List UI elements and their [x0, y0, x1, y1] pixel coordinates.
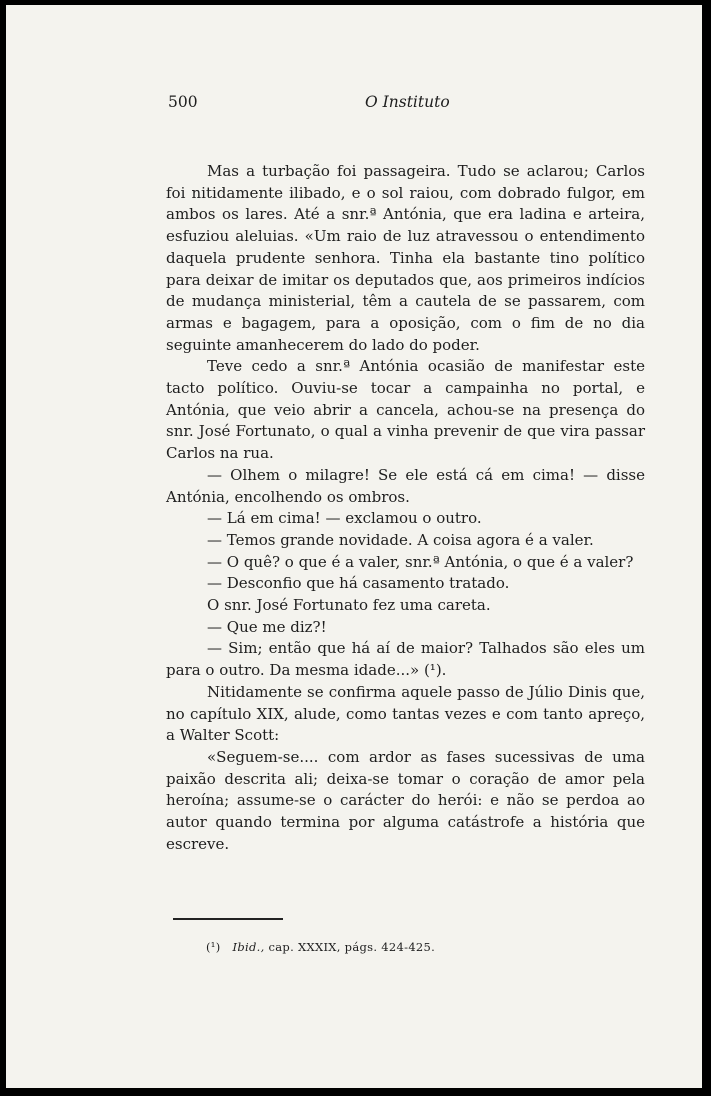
paragraph: — Temos grande novidade. A coisa agora é a valer.: [207, 530, 594, 549]
page-header: [6, 93, 702, 113]
footnote-detail: cap. XXXIX, págs. 424-425.: [268, 940, 436, 954]
footnote-mark: (¹): [206, 940, 221, 954]
paragraph: — O quê? o que é a valer, snr.ª Antónia, o que é a valer?: [207, 552, 634, 571]
paragraph: Nitidamente se confirma aquele passo de Júlio Dinis que, no capítulo XIX, alude, como tantas vezes e com tanto apreço, a Walter Scott:: [166, 682, 645, 745]
footnote: [206, 940, 435, 954]
paragraph: — Lá em cima! — exclamou o outro.: [207, 509, 482, 528]
paragraph: — Sim; então que há aí de maior? Talhados são eles um para o outro. Da mesma idade...» (¹).: [166, 639, 645, 680]
paragraph: O snr. José Fortunato fez uma careta.: [207, 596, 491, 615]
paragraph: «Seguem-se.... com ardor as fases sucessivas de uma paixão descrita ali; deixa-se tomar o coração de amor pela heroína; assume-se o carácter do herói: e não se perdoa ao autor quando termina por alguma catástrofe a história que escreve.: [166, 747, 645, 853]
paragraph: — Que me diz?!: [207, 617, 327, 636]
book-page: [6, 5, 702, 1088]
paragraph: — Olhem o milagre! Se ele está cá em cima! — disse Antónia, encolhendo os ombros.: [166, 465, 645, 506]
page-number: 500: [168, 93, 198, 111]
paragraph: — Desconfio que há casamento tratado.: [207, 574, 510, 593]
footnote-divider: [173, 918, 283, 920]
paragraph: Mas a turbação foi passageira. Tudo se aclarou; Carlos foi nitidamente ilibado, e o sol raiou, com dobrado fulgor, em ambos os lares. Até a snr.ª Antónia, que era ladina e arteira, esfuziou aleluias. «Um raio de luz atravessou o entendimento daquela prudente senhora. Tinha ela bastante tino político para deixar de imitar os deputados que, aos primeiros indícios de mudança ministerial, têm a cautela de se passarem, com armas e bagagem, para a oposição, com o fim de no dia seguinte amanhecerem do lado do poder.: [166, 162, 645, 354]
paragraph: Teve cedo a snr.ª Antónia ocasião de manifestar este tacto político. Ouviu-se tocar a campainha no portal, e Antónia, que veio abrir a cancela, achou-se na presença do snr. José Fortunato, o qual a vinha prevenir de que vira passar Carlos na rua.: [166, 357, 645, 463]
footnote-reference: Ibid.,: [232, 940, 265, 954]
body-text: [166, 161, 645, 856]
running-title: O Instituto: [365, 93, 450, 111]
